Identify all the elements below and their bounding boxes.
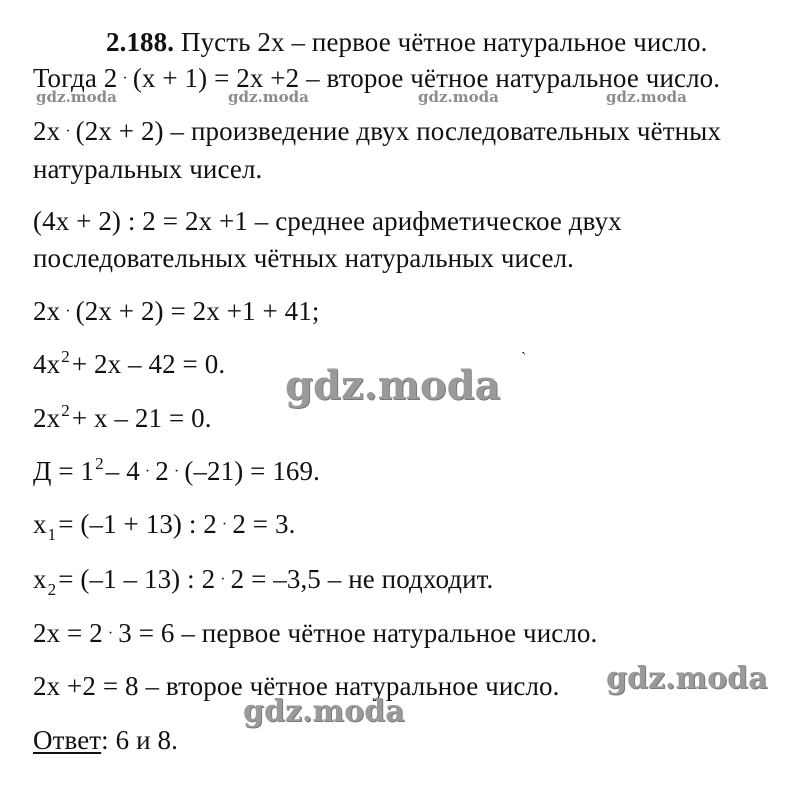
text-segment: = (–1 + 13) : 2 <box>58 509 217 539</box>
problem-line-12 <box>33 563 493 600</box>
text-segment: (2х + 2) – произведение двух последовательных чётных <box>75 116 721 146</box>
watermark-logo: gdz.moda <box>606 88 687 106</box>
text-segment: – 4 <box>105 456 140 486</box>
multiply-dot: · <box>107 625 114 642</box>
text-segment: + х – 21 = 0. <box>71 403 212 433</box>
text-segment: 2х <box>33 296 61 326</box>
watermark-logo-medium: gdz.moda <box>606 661 768 696</box>
subscript: 2 <box>47 580 57 599</box>
text-segment: 2 <box>155 456 169 486</box>
text-segment: х <box>33 509 47 539</box>
text-segment: (–21) = 169. <box>184 456 320 486</box>
stray-tick-mark: ` <box>521 350 527 367</box>
text-segment: Тогда 2 <box>33 63 118 93</box>
problem-line-1 <box>106 26 707 58</box>
text-segment: 2х = 2 <box>33 618 103 648</box>
problem-line-4 <box>33 153 262 185</box>
text-segment: (2х + 2) = 2х +1 + 41; <box>75 296 320 326</box>
text-segment: (4х + 2) : 2 = 2х +1 – среднее арифметическое двух <box>33 206 622 236</box>
multiply-dot: · <box>122 70 128 87</box>
watermark-logo-large: gdz.moda <box>285 362 501 409</box>
multiply-dot: · <box>221 516 228 533</box>
text-segment: + 2х – 42 = 0. <box>71 349 226 379</box>
multiply-dot: · <box>144 463 151 480</box>
problem-line-7 <box>33 295 319 332</box>
watermark-logo: gdz.moda <box>228 88 309 106</box>
multiply-dot: · <box>220 571 226 588</box>
superscript: 2 <box>61 401 70 420</box>
problem-line-9 <box>33 402 212 438</box>
text-segment: 2х <box>33 403 61 433</box>
text-segment: 2х <box>33 116 61 146</box>
watermark-logo: gdz.moda <box>36 88 117 106</box>
text-segment: (х + 1) = 2х +2 – второе чётное натуральное число. <box>132 63 721 93</box>
text-segment: 2 = –3,5 – не подходит. <box>230 564 494 594</box>
text-segment: натуральных чисел. <box>33 154 263 184</box>
problem-line-3 <box>33 115 721 152</box>
subscript: 1 <box>47 525 57 544</box>
multiply-dot: · <box>173 463 180 480</box>
text-segment: х <box>33 564 47 594</box>
multiply-dot: · <box>65 303 71 320</box>
text-segment: = (–1 – 13) : 2 <box>58 564 216 594</box>
problem-line-8 <box>33 348 225 384</box>
text-segment: 3 = 6 – первое чётное натуральное число. <box>118 618 598 648</box>
multiply-dot: · <box>65 123 71 140</box>
problem-number: 2.188. <box>106 27 175 57</box>
answer-label: Ответ <box>33 725 102 755</box>
superscript: 2 <box>61 347 70 366</box>
watermark-logo-medium: gdz.moda <box>243 694 405 729</box>
problem-line-13 <box>33 617 597 654</box>
answer-line <box>33 724 178 756</box>
text-segment: 2х +2 = 8 – второе чётное натуральное число. <box>33 671 560 701</box>
problem-text-1: Пусть 2х – первое чётное натуральное число. <box>180 27 708 57</box>
problem-line-10 <box>33 455 320 492</box>
text-segment: последовательных чётных натуральных чисел. <box>33 243 575 273</box>
superscript: 2 <box>95 454 104 473</box>
answer-value: : 6 и 8. <box>101 725 178 755</box>
problem-line-11 <box>33 508 295 545</box>
problem-line-5 <box>33 205 622 237</box>
text-segment: 2 = 3. <box>232 509 296 539</box>
watermark-logo: gdz.moda <box>418 88 499 106</box>
problem-line-6 <box>33 242 574 274</box>
text-segment: Д = 1 <box>33 456 95 486</box>
text-segment: 4х <box>33 349 61 379</box>
